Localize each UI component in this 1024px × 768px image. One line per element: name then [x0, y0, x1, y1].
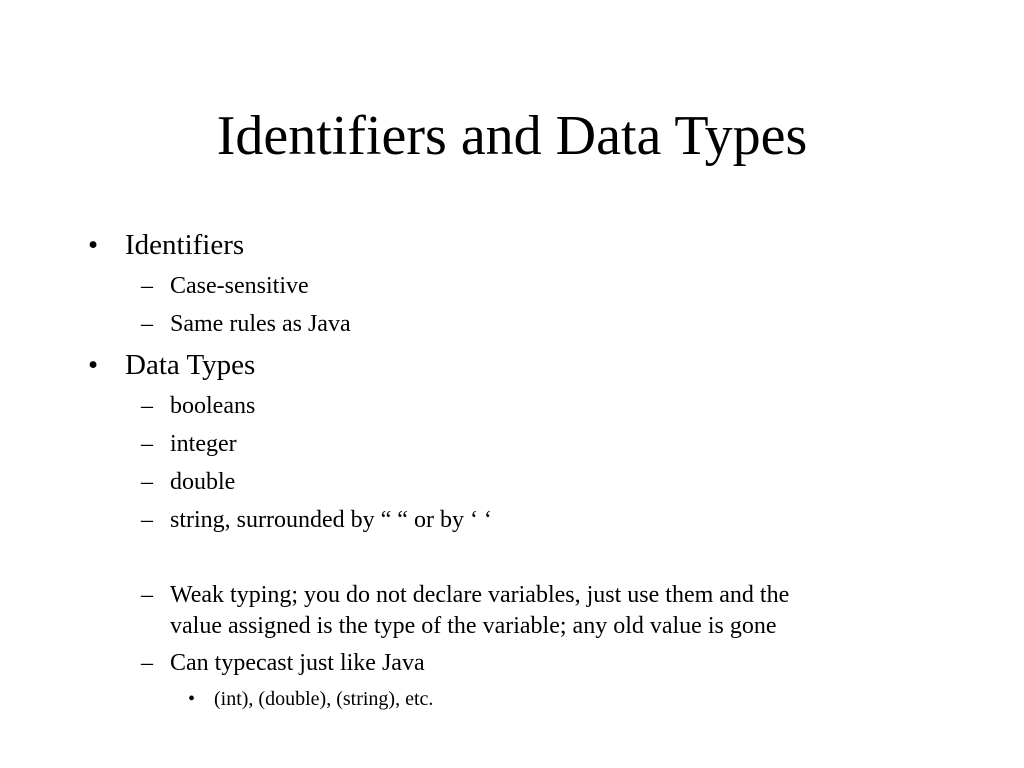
- sub-bullet-text: Can typecast just like Java: [170, 650, 425, 676]
- bullet-text: Identifiers: [125, 229, 245, 261]
- sub-bullet-text: integer: [170, 431, 237, 457]
- sub-bullet-text: Same rules as Java: [170, 311, 351, 337]
- sub-bullet-text: Case-sensitive: [170, 273, 309, 299]
- dash-marker: –: [141, 431, 153, 457]
- sub-sub-bullet-text: (int), (double), (string), etc.: [214, 688, 434, 710]
- dash-marker: –: [141, 650, 153, 676]
- dash-marker: –: [141, 582, 153, 608]
- bullet-marker: •: [88, 349, 99, 381]
- dash-marker: –: [141, 507, 153, 533]
- slide-title: Identifiers and Data Types: [216, 105, 808, 167]
- sub-bullet-text: value assigned is the type of the variable; any old value is gone: [170, 613, 777, 639]
- sub-bullet-text: string, surrounded by “ “ or by ‘ ‘: [170, 507, 492, 533]
- sub-bullet-text: double: [170, 469, 236, 495]
- dash-marker: –: [141, 469, 153, 495]
- sub-bullet-weak-typing-continuation: [170, 611, 777, 641]
- bullet-text: Data Types: [125, 349, 256, 381]
- sub-bullet-text: Weak typing; you do not declare variables, just use them and the: [170, 582, 790, 608]
- sub-bullet-text: booleans: [170, 393, 256, 419]
- dash-marker: –: [141, 273, 153, 299]
- bullet-marker: •: [88, 229, 99, 261]
- dash-marker: –: [141, 393, 153, 419]
- bullet-marker: •: [188, 688, 196, 710]
- dash-marker: –: [141, 311, 153, 337]
